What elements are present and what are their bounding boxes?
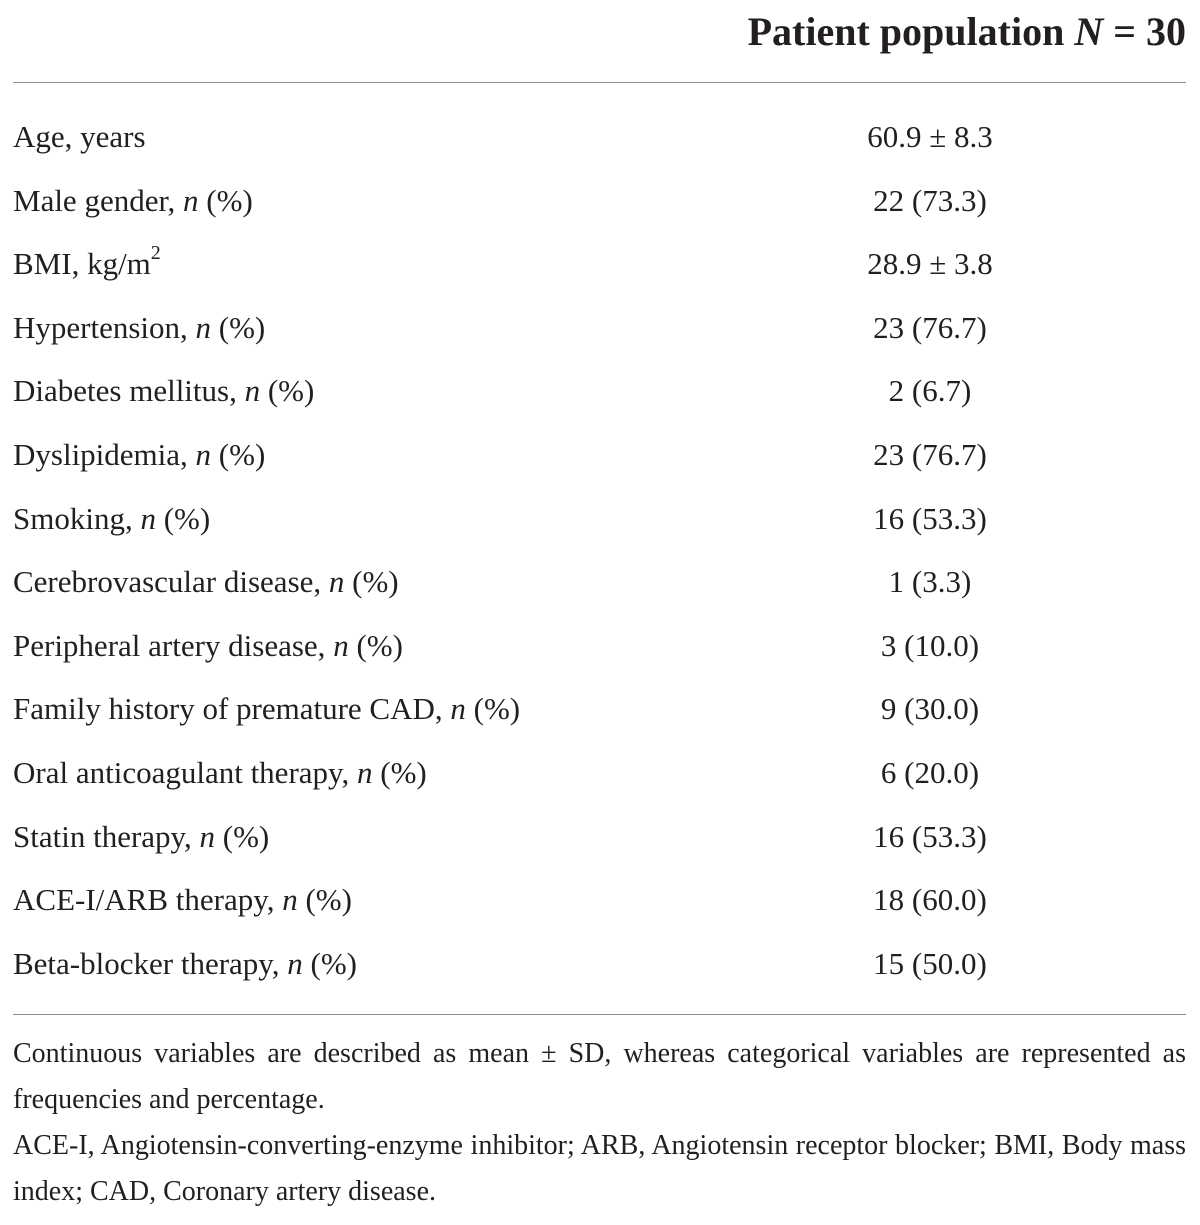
- table-row: [13, 487, 1186, 551]
- table-row: [13, 805, 1186, 869]
- row-value: 6 (20.0): [880, 754, 980, 790]
- row-label: Smoking, n (%): [13, 500, 211, 536]
- row-value: 16 (53.3): [873, 500, 987, 536]
- row-value: 3 (10.0): [880, 627, 980, 663]
- table-row: [13, 296, 1186, 360]
- row-label: ACE-I/ARB therapy, n (%): [13, 882, 352, 918]
- row-label: Dyslipidemia, n (%): [13, 436, 266, 472]
- table-row: [13, 614, 1186, 678]
- row-label: Hypertension, n (%): [13, 309, 266, 345]
- row-value: 28.9 ± 3.8: [867, 246, 993, 282]
- footnote-text: ACE-I, Angiotensin-converting-enzyme inhibitor; ARB, Angiotensin receptor blocker; BMI, Body mass index; CAD, Coronary artery disease.: [13, 1130, 1186, 1208]
- row-value: 60.9 ± 8.3: [867, 119, 993, 154]
- row-value: 23 (76.7): [873, 436, 987, 472]
- column-header-patient-population: Patient population N = 30: [747, 9, 1186, 54]
- row-value: 15 (50.0): [873, 945, 987, 981]
- row-label: Statin therapy, n (%): [13, 818, 270, 854]
- row-label: Cerebrovascular disease, n (%): [13, 564, 399, 600]
- row-label: Family history of premature CAD, n (%): [13, 691, 521, 727]
- row-value: 9 (30.0): [880, 691, 980, 727]
- table-row: [13, 232, 1186, 296]
- table-row: [13, 550, 1186, 614]
- row-label: Male gender, n (%): [13, 182, 253, 218]
- table-header: [13, 0, 1186, 82]
- row-label: BMI, $kg/m^2$: [13, 241, 161, 282]
- row-value: 22 (73.3): [873, 182, 987, 218]
- table-row: [13, 169, 1186, 233]
- row-value: 23 (76.7): [873, 309, 987, 345]
- table-row: [13, 932, 1186, 996]
- table-footnotes: [13, 1015, 1186, 1215]
- table-row: [13, 359, 1186, 423]
- row-value: 16 (53.3): [873, 818, 987, 854]
- row-label: Age, years: [13, 119, 146, 154]
- table-row: [13, 677, 1186, 741]
- table-body: [13, 83, 1186, 1014]
- row-value: 18 (60.0): [873, 882, 987, 918]
- row-label: Oral anticoagulant therapy, n (%): [13, 754, 427, 790]
- baseline-characteristics-table: [13, 0, 1186, 1215]
- table-row: [13, 105, 1186, 169]
- row-label: Peripheral artery disease, n (%): [13, 627, 403, 663]
- row-value: 1 (3.3): [888, 564, 972, 600]
- footnote-text: Continuous variables are described as mean ± SD, whereas categorical variables are represented as frequencies and percentage.: [13, 1038, 1186, 1116]
- row-value: 2 (6.7): [888, 373, 972, 409]
- table-row: [13, 868, 1186, 932]
- row-label: Beta-blocker therapy, n (%): [13, 945, 358, 981]
- table-row: [13, 741, 1186, 805]
- row-label: Diabetes mellitus, n (%): [13, 373, 315, 409]
- table-row: [13, 423, 1186, 487]
